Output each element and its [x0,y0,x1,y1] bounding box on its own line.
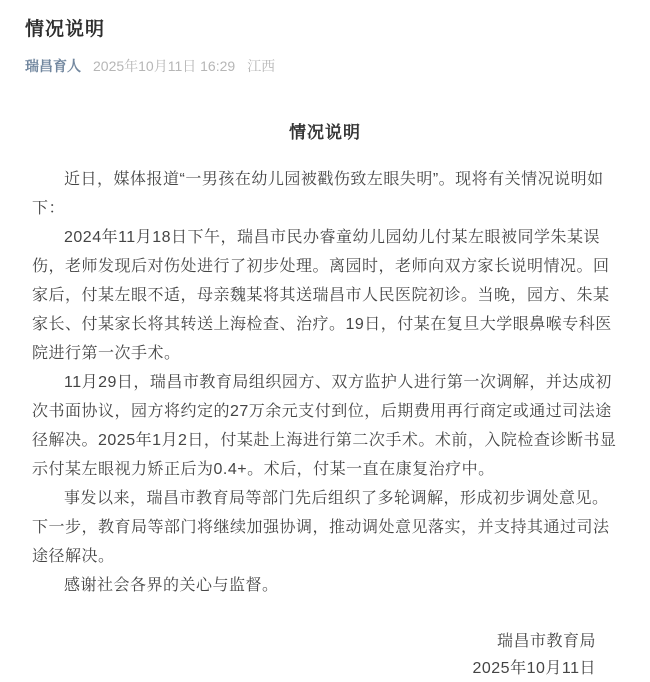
statement-paragraph: 11月29日，瑞昌市教育局组织园方、双方监护人进行第一次调解，并达成初次书面协议，园方将约定的27万余元支付到位，后期费用再行商定或通过司法途径解决。2025年1月2日，付某赴上海进行第二次手术。术前，入院检查诊断书显示付某左眼视力矫正后为0.4+。术后，付某一直在康复治疗中。 [32,374,617,478]
statement-paragraph: 2024年11月18日下午，瑞昌市民办睿童幼儿园幼儿付某左眼被同学朱某误伤，老师发现后对伤处进行了初步处理。离园时，老师向双方家长说明情况。回家后，付某左眼不适，母亲魏某将其送瑞昌市人民医院初诊。当晚，园方、朱某家长、付某家长将其转送上海检查、治疗。19日，付某在复旦大学眼鼻喉专科医院进行第一次手术。 [32,229,612,362]
author-link[interactable]: 瑞昌育人 [25,58,81,74]
post-header [0,0,650,76]
post-region: 江西 [247,58,276,74]
signature-block [32,628,618,682]
post-title: 情况说明 [25,19,106,40]
statement-document [0,118,650,682]
signature-date: 2025年10月11日 [472,660,596,677]
statement-paragraph: 近日，媒体报道“一男孩在幼儿园被戳伤致左眼失明”。现将有关情况说明如下： [32,171,604,217]
post-timestamp: 2025年10月11日 16:29 [93,58,236,74]
statement-body [32,165,618,600]
statement-title: 情况说明 [289,123,361,142]
post-meta-row [25,56,625,76]
statement-paragraph: 事发以来，瑞昌市教育局等部门先后组织了多轮调解，形成初步调处意见。下一步，教育局等部门将继续加强协调，推动调处意见落实，并支持其通过司法途径解决。 [32,490,610,565]
signature-org: 瑞昌市教育局 [496,633,596,650]
statement-paragraph: 感谢社会各界的关心与监督。 [64,577,279,594]
